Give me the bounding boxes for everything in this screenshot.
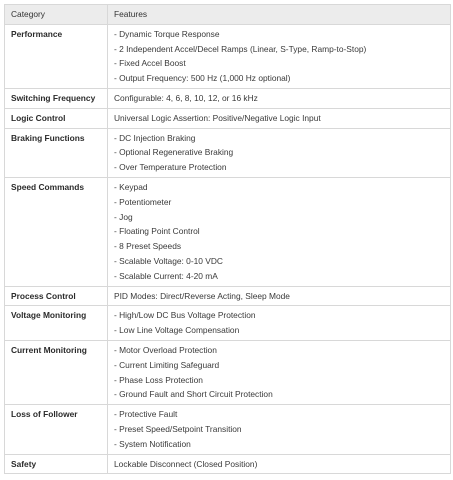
features-cell <box>108 108 451 128</box>
feature-list <box>114 180 444 284</box>
header-row <box>5 5 451 25</box>
feature-list-item: - Output Frequency: 500 Hz (1,000 Hz optional) <box>114 71 444 86</box>
features-cell <box>108 177 451 286</box>
table-row <box>5 405 451 454</box>
feature-list <box>114 131 444 175</box>
features-table <box>4 4 451 474</box>
feature-text: Configurable: 4, 6, 8, 10, 12, or 16 kHz <box>114 92 258 103</box>
feature-list-item: - Optional Regenerative Braking <box>114 145 444 160</box>
feature-list-item: - System Notification <box>114 437 444 452</box>
feature-list <box>114 27 444 86</box>
feature-list-item: - Fixed Accel Boost <box>114 56 444 71</box>
feature-list-item: - Jog <box>114 210 444 225</box>
feature-text: Universal Logic Assertion: Positive/Negative Logic Input <box>114 112 321 123</box>
feature-list-item: - Keypad <box>114 180 444 195</box>
category-cell: Loss of Follower <box>5 405 108 454</box>
features-cell <box>108 405 451 454</box>
table-row <box>5 88 451 108</box>
feature-text: PID Modes: Direct/Reverse Acting, Sleep Mode <box>114 290 290 301</box>
feature-list-item: - Preset Speed/Setpoint Transition <box>114 422 444 437</box>
feature-list <box>114 343 444 402</box>
feature-list-item: - 8 Preset Speeds <box>114 239 444 254</box>
features-cell <box>108 454 451 474</box>
feature-list-item: - Over Temperature Protection <box>114 160 444 175</box>
feature-list-item: - Potentiometer <box>114 195 444 210</box>
table-header <box>5 5 451 25</box>
table-row <box>5 108 451 128</box>
category-cell: Logic Control <box>5 108 108 128</box>
feature-list <box>114 308 444 338</box>
category-cell: Voltage Monitoring <box>5 306 108 341</box>
category-cell: Braking Functions <box>5 128 108 177</box>
feature-list-item: - Scalable Voltage: 0-10 VDC <box>114 254 444 269</box>
header-features: Features <box>108 5 451 25</box>
feature-list-item: - 2 Independent Accel/Decel Ramps (Linear, S-Type, Ramp-to-Stop) <box>114 42 444 57</box>
features-cell <box>108 286 451 306</box>
table-row <box>5 306 451 341</box>
features-cell <box>108 24 451 88</box>
category-cell: Performance <box>5 24 108 88</box>
category-cell: Speed Commands <box>5 177 108 286</box>
table-row <box>5 454 451 474</box>
feature-list-item: - Motor Overload Protection <box>114 343 444 358</box>
category-cell: Switching Frequency <box>5 88 108 108</box>
table-row <box>5 128 451 177</box>
feature-list-item: - Dynamic Torque Response <box>114 27 444 42</box>
table-row <box>5 177 451 286</box>
category-cell: Current Monitoring <box>5 340 108 404</box>
category-cell: Process Control <box>5 286 108 306</box>
feature-list-item: - Scalable Current: 4-20 mA <box>114 269 444 284</box>
features-cell <box>108 306 451 341</box>
features-cell <box>108 340 451 404</box>
feature-list-item: - High/Low DC Bus Voltage Protection <box>114 308 444 323</box>
category-cell: Safety <box>5 454 108 474</box>
feature-list-item: - Low Line Voltage Compensation <box>114 323 444 338</box>
table-row <box>5 24 451 88</box>
features-cell <box>108 88 451 108</box>
table-row <box>5 340 451 404</box>
feature-list-item: - DC Injection Braking <box>114 131 444 146</box>
feature-text: Lockable Disconnect (Closed Position) <box>114 458 258 469</box>
table-body <box>5 24 451 474</box>
features-cell <box>108 128 451 177</box>
feature-list-item: - Phase Loss Protection <box>114 373 444 388</box>
table-row <box>5 286 451 306</box>
header-category: Category <box>5 5 108 25</box>
feature-list-item: - Ground Fault and Short Circuit Protection <box>114 387 444 402</box>
feature-list-item: - Protective Fault <box>114 407 444 422</box>
feature-list-item: - Current Limiting Safeguard <box>114 358 444 373</box>
feature-list <box>114 407 444 451</box>
feature-list-item: - Floating Point Control <box>114 224 444 239</box>
